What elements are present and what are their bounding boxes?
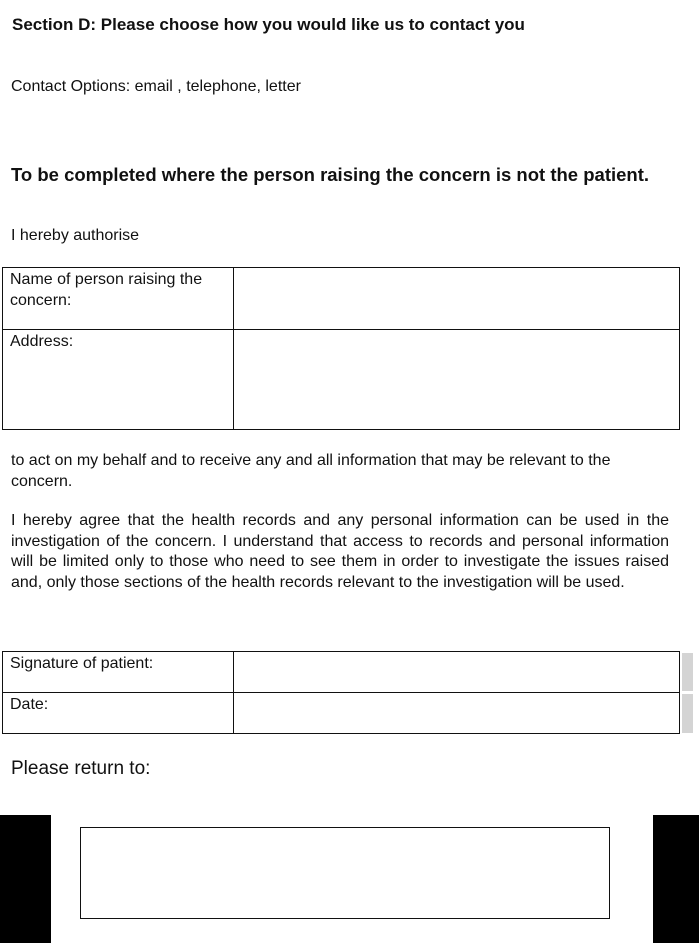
address-label: Address: xyxy=(3,330,234,430)
name-row xyxy=(3,268,680,330)
signature-field[interactable] xyxy=(234,652,680,693)
date-field[interactable] xyxy=(234,693,680,734)
address-field[interactable] xyxy=(234,330,680,430)
date-label: Date: xyxy=(3,693,234,734)
address-row xyxy=(3,330,680,430)
left-black-bar xyxy=(0,815,51,943)
name-label: Name of person raising the concern: xyxy=(3,268,234,330)
signature-table xyxy=(2,651,680,734)
third-party-heading: To be completed where the person raising the concern is not the patient. xyxy=(11,164,650,185)
right-black-bar xyxy=(653,815,699,943)
authorise-intro: I hereby authorise xyxy=(11,227,140,244)
date-row xyxy=(3,693,680,734)
scrollbar-divider xyxy=(682,691,693,694)
return-address-box[interactable] xyxy=(80,827,610,919)
behalf-paragraph: to act on my behalf and to receive any and all information that may be relevant to the concern. xyxy=(11,452,611,490)
section-d-heading: Section D: Please choose how you would like us to contact you xyxy=(12,15,525,34)
signature-label: Signature of patient: xyxy=(3,652,234,693)
consent-paragraph: I hereby agree that the health records and any personal information can be used in the investigation of the concern. I understand that access to records and personal information will be limited only to those who need to see them in order to investigate the issues raised and, only those sections of the health records relevant to the investigation will be used. xyxy=(11,512,669,591)
scrollbar-strip[interactable] xyxy=(682,653,693,733)
signature-row xyxy=(3,652,680,693)
authorise-table xyxy=(2,267,680,430)
name-field[interactable] xyxy=(234,268,680,330)
contact-options-text: Contact Options: email , telephone, letter xyxy=(11,78,301,95)
return-label: Please return to: xyxy=(11,758,151,779)
